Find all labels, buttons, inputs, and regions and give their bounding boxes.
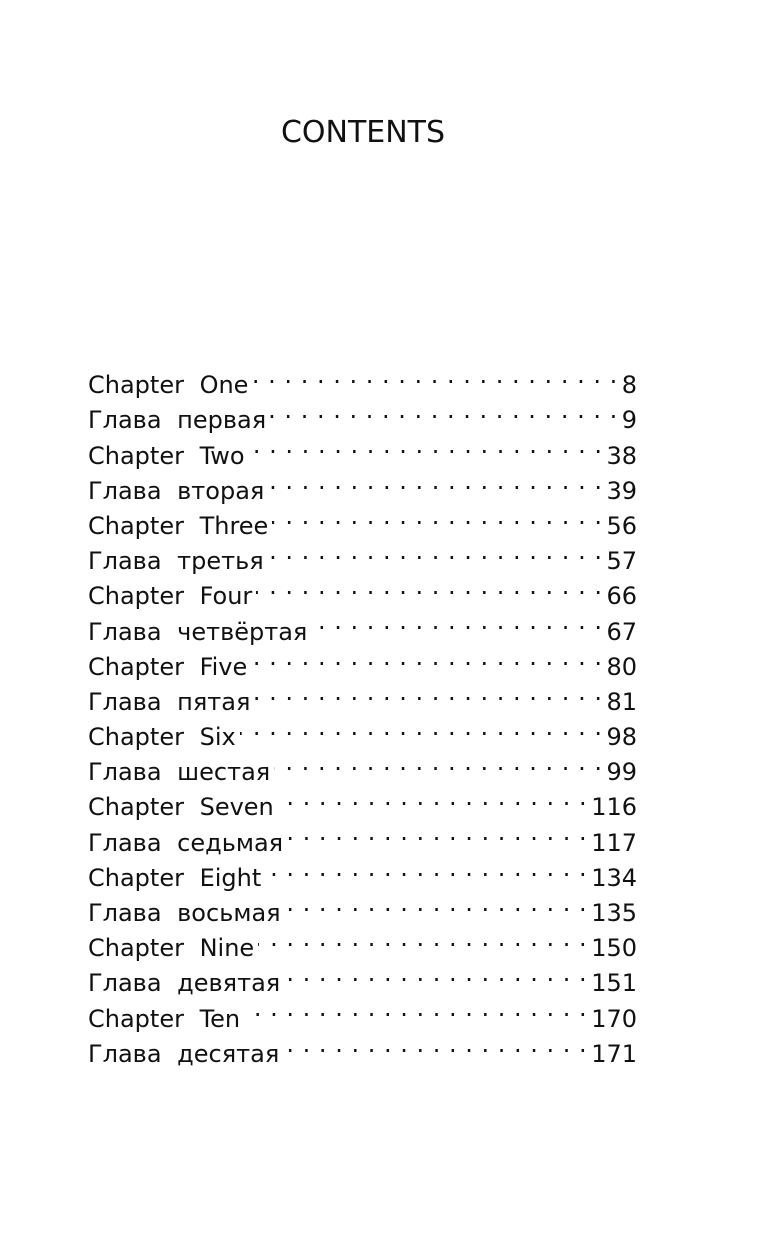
dot-leader [252, 358, 617, 393]
toc-entry-page: 80 [606, 652, 637, 681]
dot-leader [268, 464, 602, 499]
toc-entry-title: Chapter Seven [88, 793, 274, 822]
dot-leader [258, 921, 587, 956]
dot-leader [256, 569, 602, 604]
toc-entry-page: 170 [591, 1004, 637, 1033]
toc-entry-title: Глава восьмая [88, 899, 281, 927]
toc-entry-title: Chapter Nine [88, 934, 255, 963]
table-of-contents [88, 358, 637, 1068]
toc-entry-title: Глава десятая [88, 1039, 280, 1068]
dot-leader [268, 534, 603, 569]
toc-entry-page: 39 [606, 476, 637, 505]
dot-leader [249, 428, 603, 463]
toc-entry-page: 134 [591, 863, 637, 892]
toc-entry-page: 56 [606, 511, 637, 540]
toc-entry-page: 57 [606, 547, 637, 576]
toc-entry-title: Chapter Ten [88, 1004, 241, 1033]
dot-leader [251, 640, 602, 675]
toc-entry-page: 150 [591, 934, 637, 963]
toc-entry-title: Глава седьмая [88, 828, 284, 857]
toc-entry-title: Глава первая [88, 406, 267, 435]
dot-leader [265, 851, 587, 886]
toc-entry-page: 98 [606, 723, 637, 752]
toc-entry-page: 9 [621, 406, 637, 435]
toc-entry-title: Глава шестая [88, 758, 271, 787]
page-title: CONTENTS [280, 115, 446, 150]
toc-entry-title: Chapter Six [88, 723, 236, 752]
toc-entry-title: Глава девятая [88, 969, 281, 998]
dot-leader [285, 886, 588, 921]
dot-leader [284, 956, 587, 991]
dot-leader [270, 393, 618, 428]
dot-leader [287, 815, 587, 850]
toc-entry-page: 66 [606, 582, 637, 611]
toc-entry-title: Глава третья [88, 547, 264, 576]
toc-entry-page: 171 [591, 1039, 637, 1068]
dot-leader [240, 710, 603, 745]
toc-entry-title: Глава пятая [88, 687, 251, 716]
toc-entry-title: Chapter Three [88, 511, 269, 540]
toc-entry-page: 116 [591, 793, 637, 822]
toc-entry[interactable] [88, 358, 637, 400]
dot-leader [272, 499, 602, 534]
dot-leader [254, 675, 602, 710]
dot-leader [274, 745, 602, 780]
toc-entry-title: Chapter One [88, 371, 249, 400]
toc-entry-title: Глава четвёртая [88, 617, 308, 646]
toc-entry-page: 81 [606, 687, 637, 716]
dot-leader [283, 1027, 587, 1062]
toc-entry-title: Chapter Five [88, 652, 248, 681]
toc-entry-page: 99 [606, 758, 637, 787]
dot-leader [311, 604, 602, 639]
dot-leader [278, 780, 587, 815]
toc-entry-page: 38 [606, 441, 637, 470]
toc-entry-page: 67 [606, 617, 637, 646]
toc-entry-page: 8 [621, 371, 637, 400]
toc-entry-title: Chapter Eight [88, 863, 262, 892]
dot-leader [244, 991, 587, 1026]
toc-entry-page: 135 [591, 899, 637, 927]
toc-entry-title: Chapter Four [88, 582, 253, 611]
toc-entry-title: Chapter Two [88, 441, 245, 470]
toc-entry-page: 151 [591, 969, 637, 998]
toc-entry-page: 117 [591, 828, 637, 857]
toc-entry-title: Глава вторая [88, 476, 265, 505]
